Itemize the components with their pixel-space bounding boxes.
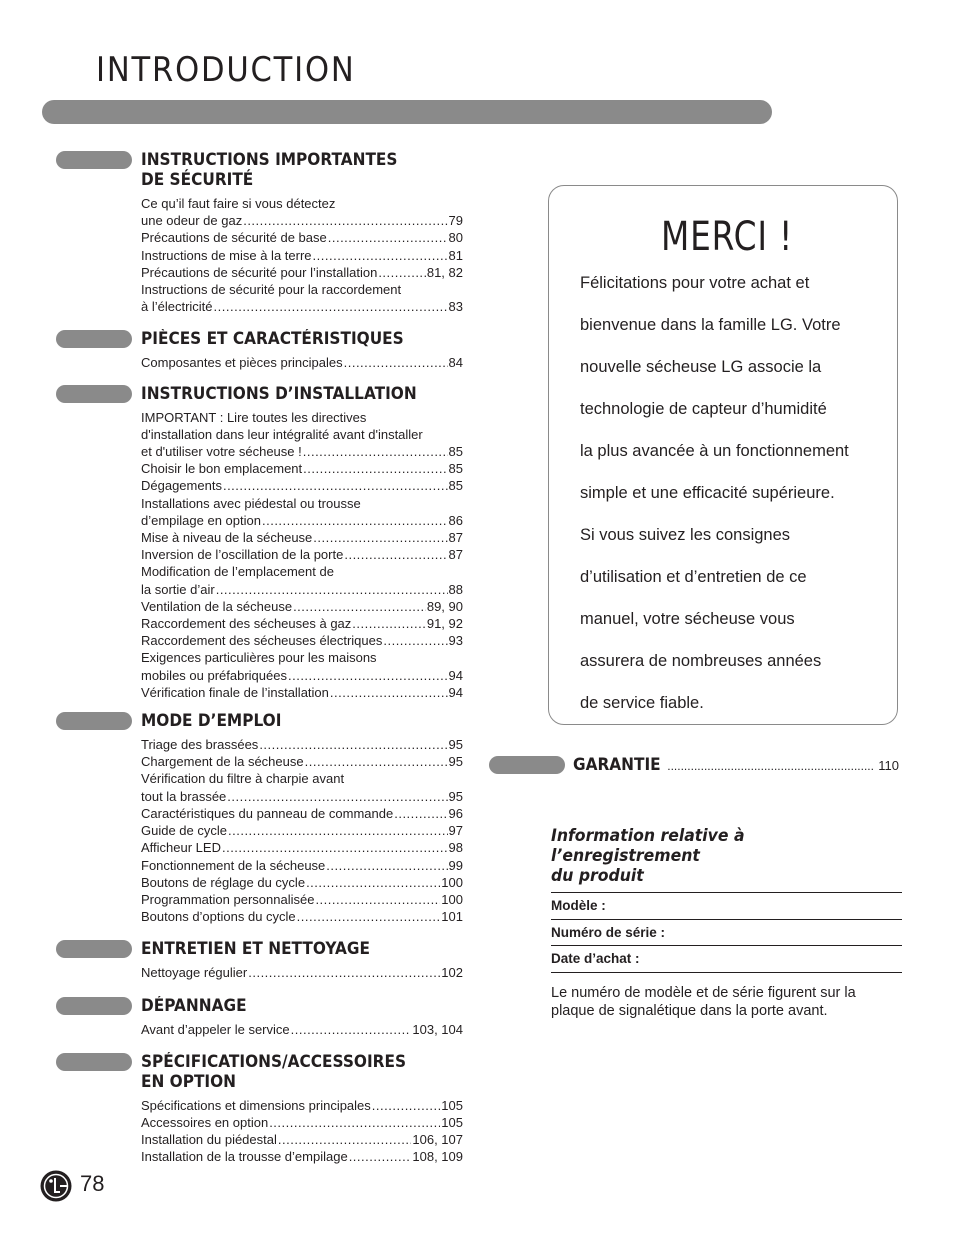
toc-entry-text: Boutons de réglage du cycle [141,874,306,890]
table-of-contents [56,150,476,1166]
toc-entry-page: 103, 104 [412,1021,463,1037]
leader-dots [344,546,447,563]
merci-title: MERCI ! [661,214,794,260]
leader-dots [667,759,874,773]
toc-entry-page: 105 [441,1097,463,1113]
toc-entry-page: 108, 109 [412,1149,463,1165]
toc-entry-page: 86 [448,512,463,528]
page-title: INTRODUCTION [96,50,356,90]
toc-entry-page: 87 [448,547,463,563]
toc-entry-page: 94 [448,667,463,683]
toc-entry-text: la sortie d’air [141,581,215,597]
toc-entry-text: Vérification finale de l’installation [141,684,329,700]
leader-dots [305,753,448,770]
toc-entry[interactable] [141,908,463,925]
section-heading: MODE D’EMPLOI [141,711,282,731]
leader-dots [383,632,447,649]
toc-entry-text: Dégagements [141,478,222,494]
toc-entry-text: et d'utiliser votre sécheuse ! [141,444,302,460]
toc-entry[interactable] [141,805,463,822]
toc-entry-text: Précautions de sécurité pour l’installation [141,264,378,280]
section-entries [141,736,463,925]
toc-entry-page: 91, 92 [426,616,463,632]
toc-entry-page: 95 [448,754,463,770]
toc-entry-pre: Exigences particulières pour les maisons [141,650,377,666]
toc-entry[interactable] [141,615,463,632]
toc-entry-pre: Instructions de sécurité pour la raccordement [141,282,402,298]
leader-dots [306,874,440,891]
toc-entry-text: Précautions de sécurité de base [141,230,327,246]
section-entries [141,409,463,701]
toc-entry-text: Fonctionnement de la sécheuse [141,857,326,873]
toc-entry[interactable] [141,684,463,701]
toc-entry-text: Programmation personnalisée [141,891,315,907]
merci-line: d’utilisation et d’entretien de ce [580,568,807,586]
toc-entry-page: 95 [448,737,463,753]
section-heading: SPÉCIFICATIONS/ACCESSOIRES EN OPTION [141,1051,407,1091]
section-heading: INSTRUCTIONS IMPORTANTES DE SÉCURITÉ [141,150,398,189]
toc-entry-text: Raccordement des sécheuses électriques [141,633,383,649]
leader-dots [214,298,448,315]
toc-section [56,150,476,315]
toc-entry-page: 85 [448,461,463,477]
leader-dots [315,891,440,908]
toc-entry-page: 102 [441,965,463,981]
lg-logo-icon [40,1170,72,1202]
leader-dots [328,229,448,246]
toc-entry-page: 106, 107 [412,1132,463,1148]
toc-entry[interactable] [141,229,463,246]
toc-entry-text: Installation du piédestal [141,1132,277,1148]
toc-entry-text: Boutons d’options du cycle [141,909,296,925]
merci-line: manuel, votre sécheuse vous [580,610,795,628]
toc-entry[interactable] [141,409,463,461]
toc-entry[interactable] [141,563,463,597]
toc-entry-page: 105 [441,1114,463,1130]
toc-entry-text: Choisir le bon emplacement [141,461,303,477]
toc-entry-page: 94 [448,684,463,700]
registration-section [551,826,902,1020]
merci-text [580,262,885,724]
garantie-entry[interactable] [489,755,899,774]
toc-entry-text: Guide de cycle [141,823,227,839]
toc-entry[interactable] [141,649,463,683]
toc-section [56,329,476,371]
toc-entry-page: 101 [441,909,463,925]
merci-line: assurera de nombreuses années [580,652,822,670]
merci-box [548,185,898,725]
merci-line: Félicitations pour votre achat et [580,274,810,292]
leader-dots [228,822,448,839]
toc-section [56,996,476,1038]
toc-entry-text: Afficheur LED [141,840,221,856]
leader-dots [222,839,448,856]
toc-entry[interactable] [141,822,463,839]
toc-entry[interactable] [141,1131,463,1148]
registration-fields [551,892,902,973]
section-entries [141,964,463,981]
toc-entry-text: Raccordement des sécheuses à gaz [141,616,352,632]
section-pill [56,151,132,169]
toc-entry-text: Instructions de mise à la terre [141,247,312,263]
toc-entry[interactable] [141,477,463,494]
toc-entry[interactable] [141,753,463,770]
toc-entry-text: Chargement de la sécheuse [141,754,304,770]
section-pill [56,997,132,1015]
leader-dots [259,736,447,753]
leader-dots [288,667,448,684]
merci-line: la plus avancée à un fonctionnement [580,442,849,460]
toc-entry[interactable] [141,598,463,615]
toc-entry-text: Composantes et pièces principales [141,355,343,371]
registration-note: Le numéro de modèle et de série figurent sur la plaque de signalétique dans la porte avant. [551,984,856,1019]
toc-entry[interactable] [141,495,463,529]
leader-dots [303,443,448,460]
leader-dots [248,964,440,981]
toc-entry-text: Inversion de l’oscillation de la porte [141,547,344,563]
merci-line: nouvelle sécheuse LG associe la [580,358,822,376]
toc-entry[interactable] [141,736,463,753]
toc-entry[interactable] [141,964,463,981]
registration-title: Information relative à l’enregistrement du produit [551,826,745,885]
toc-entry-text: Installation de la trousse d’empilage [141,1149,348,1165]
toc-entry-page: 85 [448,478,463,494]
toc-section [56,384,476,701]
toc-entry[interactable] [141,1148,463,1165]
toc-entry-page: 97 [448,823,463,839]
toc-entry-page: 99 [448,857,463,873]
leader-dots [352,615,426,632]
toc-entry[interactable] [141,1021,463,1038]
section-heading: ENTRETIEN ET NETTOYAGE [141,939,370,959]
toc-entry-text: à l’électricité [141,299,213,315]
toc-entry-page: 79 [448,213,463,229]
leader-dots [216,581,448,598]
merci-line: bienvenue dans la famille LG. Votre [580,316,841,334]
toc-entry-page: 95 [448,788,463,804]
toc-entry-page: 89, 90 [426,598,463,614]
toc-entry-text: tout la brassée [141,788,227,804]
section-pill [56,712,132,730]
toc-entry-page: 85 [448,444,463,460]
leader-dots [330,684,448,701]
toc-entry-page: 96 [448,805,463,821]
toc-entry[interactable] [141,839,463,856]
toc-entry-text: Avant d’appeler le service [141,1021,290,1037]
toc-entry-page: 87 [448,530,463,546]
toc-section [56,711,476,925]
section-pill [56,330,132,348]
title-bar [42,100,772,124]
toc-entry-text: Accessoires en option [141,1114,269,1130]
toc-entry[interactable] [141,247,463,264]
toc-entry-text: Nettoyage régulier [141,965,248,981]
leader-dots [326,857,447,874]
section-heading: INSTRUCTIONS D’INSTALLATION [141,383,417,403]
leader-dots [293,598,426,615]
toc-entry-text: Mise à niveau de la sécheuse [141,530,313,546]
section-pill [489,756,565,774]
toc-entry[interactable] [141,857,463,874]
toc-entry[interactable] [141,354,463,371]
toc-entry[interactable] [141,195,463,229]
toc-entry-text: Caractéristiques du panneau de commande [141,805,394,821]
section-entries [141,195,463,315]
toc-entry-page: 100 [441,874,463,890]
toc-entry[interactable] [141,1097,463,1114]
leader-dots [313,247,448,264]
leader-dots [303,460,447,477]
leader-dots [262,512,448,529]
toc-entry-page: 80 [448,230,463,246]
leader-dots [278,1131,412,1148]
registration-field: Numéro de série : [551,920,902,947]
garantie-label: GARANTIE [573,755,661,774]
section-pill [56,940,132,958]
leader-dots [243,212,447,229]
toc-entry-text: Triage des brassées [141,737,259,753]
toc-entry[interactable] [141,546,463,563]
toc-entry[interactable] [141,874,463,891]
section-entries [141,1021,463,1038]
toc-section [56,1052,476,1166]
merci-line: simple et une efficacité supérieure. [580,484,835,502]
toc-entry[interactable] [141,529,463,546]
toc-entry[interactable] [141,770,463,804]
toc-entry-page: 100 [441,891,463,907]
section-entries [141,1097,463,1166]
toc-section [56,939,476,981]
toc-entry-pre: Ce qu’il faut faire si vous détectez [141,196,336,211]
toc-entry-text: Spécifications et dimensions principales [141,1097,371,1113]
toc-entry-page: 81 [448,247,463,263]
toc-entry-page: 93 [448,633,463,649]
toc-entry[interactable] [141,1114,463,1131]
toc-entry[interactable] [141,281,463,315]
toc-entry[interactable] [141,891,463,908]
toc-entry-text: une odeur de gaz [141,213,243,229]
leader-dots [223,477,448,494]
toc-entry-text: d’empilage en option [141,512,261,528]
toc-entry-pre: Modification de l’emplacement de [141,564,334,580]
leader-dots [313,529,447,546]
section-pill [56,385,132,403]
merci-line: Si vous suivez les consignes [580,526,791,544]
page-number: 78 [80,1171,105,1196]
garantie-page: 110 [878,758,899,773]
toc-entry-pre: Vérification du filtre à charpie avant [141,771,345,787]
toc-entry-page: 88 [448,581,463,597]
leader-dots [291,1021,412,1038]
registration-field: Modèle : [551,893,902,920]
toc-entry-pre: Installations avec piédestal ou trousse [141,495,361,511]
toc-entry-pre: IMPORTANT : Lire toutes les directives d'installation dans leur intégralité avant d'installer [141,409,423,442]
toc-entry-text: mobiles ou préfabriquées [141,667,287,683]
section-heading: PIÈCES ET CARACTÉRISTIQUES [141,329,404,349]
merci-line: technologie de capteur d’humidité [580,400,827,418]
toc-entry-page: 81, 82 [426,264,463,280]
section-heading: DÉPANNAGE [141,995,247,1015]
leader-dots [269,1114,440,1131]
leader-dots [297,908,441,925]
toc-entry[interactable] [141,460,463,477]
toc-entry-page: 83 [448,299,463,315]
leader-dots [349,1148,412,1165]
merci-line: de service fiable. [580,694,704,712]
leader-dots [378,264,426,281]
section-pill [56,1053,132,1071]
section-entries [141,354,463,371]
toc-entry-text: Ventilation de la sécheuse [141,598,293,614]
leader-dots [372,1097,441,1114]
toc-entry[interactable] [141,264,463,281]
toc-entry-page: 84 [448,355,463,371]
leader-dots [227,788,447,805]
leader-dots [344,354,448,371]
toc-entry-page: 98 [448,840,463,856]
toc-entry[interactable] [141,632,463,649]
leader-dots [394,805,447,822]
registration-field: Date d’achat : [551,946,902,973]
